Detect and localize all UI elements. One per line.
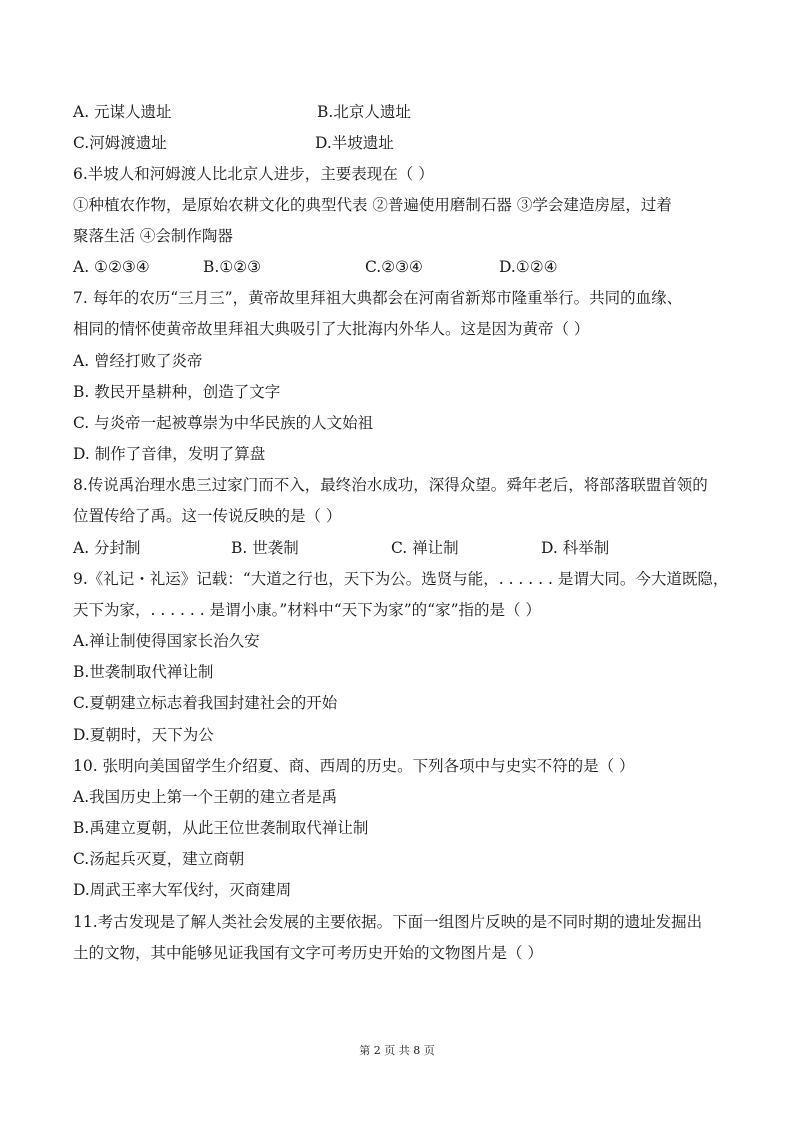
q8-option-a: A. 分封制 — [73, 539, 141, 557]
q5-option-d: D.半坡遗址 — [315, 134, 394, 152]
q8-option-b: B. 世袭制 — [231, 539, 299, 557]
q9-option-b: B.世袭制取代禅让制 — [73, 663, 214, 681]
q9-stem-line-2: 天下为家，. . . . . . 是谓小康。”材料中“天下为家”的“家”指的是（ ） — [73, 601, 541, 619]
q9-option-d: D.夏朝时，天下为公 — [73, 726, 214, 744]
q6-stem: 6.半坡人和河姆渡人比北京人进步，主要表现在（ ） — [73, 165, 434, 183]
q10-option-b: B.禹建立夏朝，从此王位世袭制取代禅让制 — [73, 819, 369, 837]
q6-option-a: A. ①②③④ — [73, 258, 150, 276]
q6-option-b: B.①②③ — [203, 258, 262, 276]
q9-option-c: C.夏朝建立标志着我国封建社会的开始 — [73, 694, 338, 712]
q10-option-c: C.汤起兵灭夏，建立商朝 — [73, 850, 245, 868]
q6-option-c: C.②③④ — [365, 258, 423, 276]
q7-option-b: B. 教民开垦耕种，创造了文字 — [73, 383, 281, 401]
q8-option-c: C. 禅让制 — [391, 539, 459, 557]
q7-option-d: D. 制作了音律，发明了算盘 — [73, 445, 266, 463]
q9-option-a: A.禅让制使得国家长治久安 — [73, 632, 260, 650]
q10-stem: 10. 张明向美国留学生介绍夏、商、西周的历史。下列各项中与史实不符的是（ ） — [73, 757, 635, 775]
q6-statement-line-1: ①种植农作物，是原始农耕文化的典型代表 ②普遍使用磨制石器 ③学会建造房屋，过着 — [73, 196, 672, 214]
q11-stem-line-1: 11.考古发现是了解人类社会发展的主要依据。下面一组图片反映的是不同时期的遗址发掘出 — [73, 913, 703, 931]
page-number-footer: 第 2 页 共 8 页 — [359, 1044, 435, 1057]
q7-option-a: A. 曾经打败了炎帝 — [73, 352, 203, 370]
q6-option-d: D.①②④ — [499, 258, 558, 276]
q5-option-b: B.北京人遗址 — [317, 103, 411, 121]
q7-option-c: C. 与炎帝一起被尊崇为中华民族的人文始祖 — [73, 414, 374, 432]
q8-option-d: D. 科举制 — [541, 539, 610, 557]
q11-stem-line-2: 土的文物，其中能够见证我国有文字可考历史开始的文物图片是（ ） — [73, 944, 543, 962]
q8-stem-line-2: 位置传给了禹。这一传说反映的是（ ） — [73, 507, 342, 525]
q7-stem-line-2: 相同的情怀使黄帝故里拜祖大典吸引了大批海内外华人。这是因为黄帝（ ） — [73, 320, 590, 338]
q10-option-d: D.周武王率大军伐纣，灭商建周 — [73, 881, 292, 899]
q8-stem-line-1: 8.传说禹治理水患三过家门而不入，最终治水成功，深得众望。舜年老后，将部落联盟首领的 — [73, 476, 708, 494]
q10-option-a: A.我国历史上第一个王朝的建立者是禹 — [73, 788, 338, 806]
q6-statement-line-2: 聚落生活 ④会制作陶器 — [73, 227, 233, 245]
q7-stem-line-1: 7. 每年的农历“三月三”，黄帝故里拜祖大典都会在河南省新郑市隆重举行。共同的血缘、 — [73, 289, 683, 307]
q5-option-c: C.河姆渡遗址 — [73, 134, 167, 152]
q5-option-a: A. 元谋人遗址 — [73, 103, 172, 121]
q9-stem-line-1: 9.《礼记・礼运》记载：“大道之行也，天下为公。选贤与能，. . . . . . 是谓大同。今大道既隐， — [73, 570, 729, 588]
